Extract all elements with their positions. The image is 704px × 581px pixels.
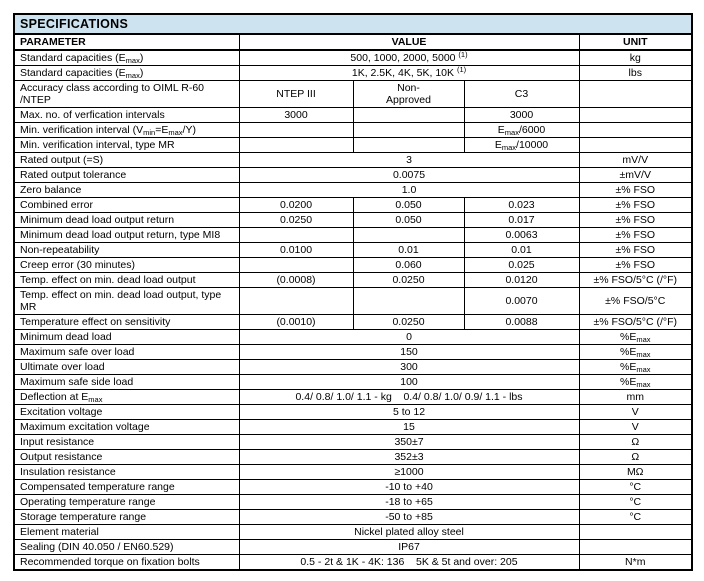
- unit-cell: ±% FSO/5°C (/°F): [579, 273, 692, 288]
- parameter-cell: Standard capacities $(E_{max})$: [14, 66, 239, 81]
- unit-cell: ±% FSO: [579, 183, 692, 198]
- value-cell: C3: [464, 81, 579, 108]
- value-cell: 3000: [464, 108, 579, 123]
- value-cell: 350±7: [239, 435, 579, 450]
- table-row: [14, 510, 692, 525]
- unit-cell: [579, 138, 692, 153]
- value-cell: 3: [239, 153, 579, 168]
- table-row: [14, 495, 692, 510]
- header-parameter: PARAMETER: [14, 34, 239, 50]
- unit-cell: $\%E_{max}$: [579, 330, 692, 345]
- table-row: [14, 315, 692, 330]
- parameter-cell: Temp. effect on min. dead load output, type MR: [14, 288, 239, 315]
- parameter-cell: Max. no. of verfication intervals: [14, 108, 239, 123]
- table-row: [14, 123, 692, 138]
- value-cell: 0.01: [464, 243, 579, 258]
- value-cell: 1.0: [239, 183, 579, 198]
- value-cell: [353, 138, 464, 153]
- value-cell: [353, 288, 464, 315]
- parameter-cell: Rated output tolerance: [14, 168, 239, 183]
- unit-cell: V: [579, 405, 692, 420]
- parameter-cell: Temperature effect on sensitivity: [14, 315, 239, 330]
- parameter-cell: Operating temperature range: [14, 495, 239, 510]
- unit-cell: Ω: [579, 450, 692, 465]
- table-row: [14, 50, 692, 66]
- unit-cell: [579, 540, 692, 555]
- value-cell: 0.050: [353, 198, 464, 213]
- value-cell: 0.4/ 0.8/ 1.0/ 1.1 - kg 0.4/ 0.8/ 1.0/ 0.9/ 1.1 - lbs: [239, 390, 579, 405]
- unit-cell: lbs: [579, 66, 692, 81]
- unit-cell: $\%E_{max}$: [579, 375, 692, 390]
- value-cell: NTEP III: [239, 81, 353, 108]
- value-cell: 0.5 - 2t & 1K - 4K: 136 5K & 5t and over: 205: [239, 555, 579, 571]
- unit-cell: N*m: [579, 555, 692, 571]
- value-cell: [353, 228, 464, 243]
- table-row: [14, 345, 692, 360]
- value-cell: [353, 108, 464, 123]
- value-cell: -10 to +40: [239, 480, 579, 495]
- value-cell: -50 to +85: [239, 510, 579, 525]
- value-cell: 15: [239, 420, 579, 435]
- table-row: [14, 108, 692, 123]
- parameter-cell: Combined error: [14, 198, 239, 213]
- unit-cell: °C: [579, 510, 692, 525]
- table-row: [14, 375, 692, 390]
- table-title: SPECIFICATIONS: [14, 14, 692, 34]
- value-cell: -18 to +65: [239, 495, 579, 510]
- unit-cell: mV/V: [579, 153, 692, 168]
- table-row: [14, 480, 692, 495]
- value-cell: 100: [239, 375, 579, 390]
- value-cell: (0.0010): [239, 315, 353, 330]
- unit-cell: MΩ: [579, 465, 692, 480]
- unit-cell: [579, 108, 692, 123]
- unit-cell: $\%E_{max}$: [579, 360, 692, 375]
- unit-cell: V: [579, 420, 692, 435]
- parameter-cell: Input resistance: [14, 435, 239, 450]
- spec-sheet: [13, 13, 693, 571]
- parameter-cell: Rated output (=S): [14, 153, 239, 168]
- unit-cell: [579, 81, 692, 108]
- value-cell: 300: [239, 360, 579, 375]
- table-row: [14, 273, 692, 288]
- table-row: [14, 81, 692, 108]
- table-row: [14, 525, 692, 540]
- value-cell: 0.0250: [353, 273, 464, 288]
- table-row: [14, 390, 692, 405]
- value-cell: [239, 228, 353, 243]
- table-row: [14, 243, 692, 258]
- table-row: [14, 405, 692, 420]
- unit-cell: ±% FSO: [579, 213, 692, 228]
- value-cell: 150: [239, 345, 579, 360]
- parameter-cell: Deflection at $E_{max}$: [14, 390, 239, 405]
- value-cell: 0.023: [464, 198, 579, 213]
- value-cell: 0.0120: [464, 273, 579, 288]
- parameter-cell: Creep error (30 minutes): [14, 258, 239, 273]
- unit-cell: ±mV/V: [579, 168, 692, 183]
- value-cell: $E_{max}/10000$: [464, 138, 579, 153]
- parameter-cell: Maximum excitation voltage: [14, 420, 239, 435]
- table-row: [14, 450, 692, 465]
- unit-cell: $\%E_{max}$: [579, 345, 692, 360]
- value-cell: 352±3: [239, 450, 579, 465]
- value-cell: (0.0008): [239, 273, 353, 288]
- value-cell: 0.0200: [239, 198, 353, 213]
- unit-cell: ±% FSO: [579, 228, 692, 243]
- value-cell: 0.025: [464, 258, 579, 273]
- value-cell: 0.0070: [464, 288, 579, 315]
- parameter-cell: Zero balance: [14, 183, 239, 198]
- parameter-cell: Compensated temperature range: [14, 480, 239, 495]
- table-row: [14, 420, 692, 435]
- parameter-cell: Sealing (DIN 40.050 / EN60.529): [14, 540, 239, 555]
- parameter-cell: Maximum safe over load: [14, 345, 239, 360]
- value-cell: Non- Approved: [353, 81, 464, 108]
- value-cell: Nickel plated alloy steel: [239, 525, 579, 540]
- value-cell: 0.01: [353, 243, 464, 258]
- header-unit: UNIT: [579, 34, 692, 50]
- table-row: [14, 168, 692, 183]
- parameter-cell: Min. verification interval $(V_{min}=E_{max}/Y)$: [14, 123, 239, 138]
- value-cell: 0.017: [464, 213, 579, 228]
- value-cell: 0.060: [353, 258, 464, 273]
- value-cell: 0.0250: [353, 315, 464, 330]
- table-row: [14, 288, 692, 315]
- unit-cell: ±% FSO/5°C: [579, 288, 692, 315]
- table-row: [14, 153, 692, 168]
- parameter-cell: Minimum dead load output return: [14, 213, 239, 228]
- unit-cell: °C: [579, 495, 692, 510]
- parameter-cell: Accuracy class according to OIML R-60 /NTEP: [14, 81, 239, 108]
- table-header-row: [14, 34, 692, 50]
- unit-cell: [579, 123, 692, 138]
- unit-cell: ±% FSO: [579, 243, 692, 258]
- value-cell: [239, 288, 353, 315]
- unit-cell: ±% FSO/5°C (/°F): [579, 315, 692, 330]
- spec-table-body: [14, 50, 692, 570]
- value-cell: 5 to 12: [239, 405, 579, 420]
- unit-cell: ±% FSO: [579, 258, 692, 273]
- header-value: VALUE: [239, 34, 579, 50]
- table-row: [14, 330, 692, 345]
- value-cell: 0.0075: [239, 168, 579, 183]
- value-cell: 500, 1000, 2000, 5000 $^{(1)}$: [239, 50, 579, 66]
- unit-cell: mm: [579, 390, 692, 405]
- unit-cell: Ω: [579, 435, 692, 450]
- parameter-cell: Standard capacities $(E_{max})$: [14, 50, 239, 66]
- parameter-cell: Non-repeatability: [14, 243, 239, 258]
- table-row: [14, 435, 692, 450]
- parameter-cell: Storage temperature range: [14, 510, 239, 525]
- value-cell: [239, 138, 353, 153]
- value-cell: [353, 123, 464, 138]
- unit-cell: °C: [579, 480, 692, 495]
- parameter-cell: Output resistance: [14, 450, 239, 465]
- parameter-cell: Excitation voltage: [14, 405, 239, 420]
- value-cell: [239, 258, 353, 273]
- parameter-cell: Element material: [14, 525, 239, 540]
- value-cell: 0: [239, 330, 579, 345]
- table-row: [14, 555, 692, 571]
- value-cell: 1K, 2.5K, 4K, 5K, 10K $^{(1)}$: [239, 66, 579, 81]
- table-row: [14, 198, 692, 213]
- unit-cell: kg: [579, 50, 692, 66]
- value-cell: 0.0088: [464, 315, 579, 330]
- parameter-cell: Temp. effect on min. dead load output: [14, 273, 239, 288]
- value-cell: 0.0250: [239, 213, 353, 228]
- value-cell: ≥1000: [239, 465, 579, 480]
- table-row: [14, 66, 692, 81]
- table-row: [14, 258, 692, 273]
- parameter-cell: Insulation resistance: [14, 465, 239, 480]
- table-row: [14, 213, 692, 228]
- parameter-cell: Minimum dead load output return, type MI8: [14, 228, 239, 243]
- parameter-cell: Recommended torque on fixation bolts: [14, 555, 239, 571]
- value-cell: [239, 123, 353, 138]
- table-row: [14, 540, 692, 555]
- value-cell: 0.0100: [239, 243, 353, 258]
- table-row: [14, 138, 692, 153]
- value-cell: $E_{max}/6000$: [464, 123, 579, 138]
- table-row: [14, 465, 692, 480]
- unit-cell: [579, 525, 692, 540]
- table-row: [14, 360, 692, 375]
- unit-cell: ±% FSO: [579, 198, 692, 213]
- value-cell: 0.050: [353, 213, 464, 228]
- specifications-table: [13, 13, 693, 571]
- parameter-cell: Minimum dead load: [14, 330, 239, 345]
- table-row: [14, 183, 692, 198]
- table-row: [14, 228, 692, 243]
- parameter-cell: Ultimate over load: [14, 360, 239, 375]
- value-cell: 0.0063: [464, 228, 579, 243]
- value-cell: 3000: [239, 108, 353, 123]
- parameter-cell: Maximum safe side load: [14, 375, 239, 390]
- value-cell: IP67: [239, 540, 579, 555]
- table-title-row: [14, 14, 692, 34]
- parameter-cell: Min. verification interval, type MR: [14, 138, 239, 153]
